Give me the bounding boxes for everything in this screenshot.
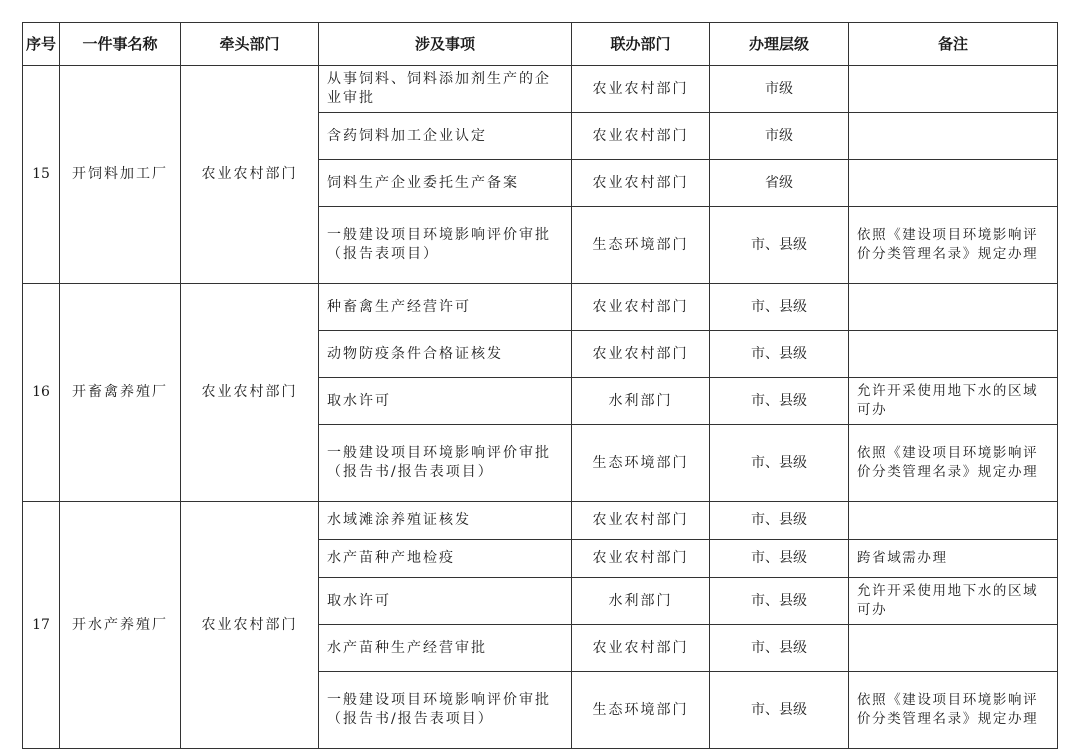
item-cell: 含药饲料加工企业认定: [319, 113, 572, 160]
level-cell: 市、县级: [710, 540, 849, 578]
joint-dept-cell: 水利部门: [572, 378, 710, 425]
joint-dept-cell: 农业农村部门: [572, 502, 710, 540]
level-cell: 市、县级: [710, 672, 849, 749]
table-row: [23, 284, 1058, 331]
note-cell: 依照《建设项目环境影响评价分类管理名录》规定办理: [849, 425, 1058, 502]
note-cell: [849, 113, 1058, 160]
header-row: [23, 23, 1058, 66]
col-header-lead-dept: 牵头部门: [181, 23, 319, 66]
item-cell: 一般建设项目环境影响评价审批（报告书/报告表项目）: [319, 425, 572, 502]
col-header-items: 涉及事项: [319, 23, 572, 66]
table-row: [23, 66, 1058, 113]
item-cell: 取水许可: [319, 378, 572, 425]
note-cell: 依照《建设项目环境影响评价分类管理名录》规定办理: [849, 672, 1058, 749]
group-number: 15: [23, 66, 60, 284]
level-cell: 省级: [710, 160, 849, 207]
group-name: 开畜禽养殖厂: [60, 284, 181, 502]
joint-dept-cell: 农业农村部门: [572, 284, 710, 331]
item-cell: 从事饲料、饲料添加剂生产的企业审批: [319, 66, 572, 113]
col-header-note: 备注: [849, 23, 1058, 66]
joint-dept-cell: 生态环境部门: [572, 425, 710, 502]
joint-dept-cell: 农业农村部门: [572, 113, 710, 160]
joint-dept-cell: 水利部门: [572, 578, 710, 625]
level-cell: 市、县级: [710, 425, 849, 502]
item-cell: 一般建设项目环境影响评价审批（报告表项目）: [319, 207, 572, 284]
item-cell: 动物防疫条件合格证核发: [319, 331, 572, 378]
level-cell: 市级: [710, 113, 849, 160]
item-cell: 取水许可: [319, 578, 572, 625]
note-cell: 依照《建设项目环境影响评价分类管理名录》规定办理: [849, 207, 1058, 284]
level-cell: 市、县级: [710, 578, 849, 625]
item-cell: 种畜禽生产经营许可: [319, 284, 572, 331]
item-cell: 饲料生产企业委托生产备案: [319, 160, 572, 207]
joint-dept-cell: 生态环境部门: [572, 207, 710, 284]
level-cell: 市、县级: [710, 207, 849, 284]
group-number: 16: [23, 284, 60, 502]
col-header-level: 办理层级: [710, 23, 849, 66]
table-row: [23, 502, 1058, 540]
note-cell: [849, 160, 1058, 207]
item-cell: 水产苗种产地检疫: [319, 540, 572, 578]
note-cell: [849, 502, 1058, 540]
item-cell: 水产苗种生产经营审批: [319, 625, 572, 672]
col-header-name: 一件事名称: [60, 23, 181, 66]
joint-dept-cell: 农业农村部门: [572, 66, 710, 113]
group-number: 17: [23, 502, 60, 749]
note-cell: 允许开采使用地下水的区域可办: [849, 578, 1058, 625]
joint-dept-cell: 农业农村部门: [572, 160, 710, 207]
item-cell: 一般建设项目环境影响评价审批（报告书/报告表项目）: [319, 672, 572, 749]
group-lead-dept: 农业农村部门: [181, 502, 319, 749]
level-cell: 市、县级: [710, 284, 849, 331]
level-cell: 市、县级: [710, 378, 849, 425]
level-cell: 市、县级: [710, 331, 849, 378]
group-name: 开水产养殖厂: [60, 502, 181, 749]
note-cell: [849, 331, 1058, 378]
note-cell: 跨省域需办理: [849, 540, 1058, 578]
level-cell: 市、县级: [710, 502, 849, 540]
matters-table: [22, 22, 1058, 749]
level-cell: 市级: [710, 66, 849, 113]
note-cell: 允许开采使用地下水的区域可办: [849, 378, 1058, 425]
level-cell: 市、县级: [710, 625, 849, 672]
note-cell: [849, 66, 1058, 113]
group-lead-dept: 农业农村部门: [181, 284, 319, 502]
col-header-joint-dept: 联办部门: [572, 23, 710, 66]
item-cell: 水域滩涂养殖证核发: [319, 502, 572, 540]
col-header-no: 序号: [23, 23, 60, 66]
group-lead-dept: 农业农村部门: [181, 66, 319, 284]
joint-dept-cell: 农业农村部门: [572, 540, 710, 578]
joint-dept-cell: 生态环境部门: [572, 672, 710, 749]
joint-dept-cell: 农业农村部门: [572, 331, 710, 378]
note-cell: [849, 284, 1058, 331]
joint-dept-cell: 农业农村部门: [572, 625, 710, 672]
group-name: 开饲料加工厂: [60, 66, 181, 284]
note-cell: [849, 625, 1058, 672]
